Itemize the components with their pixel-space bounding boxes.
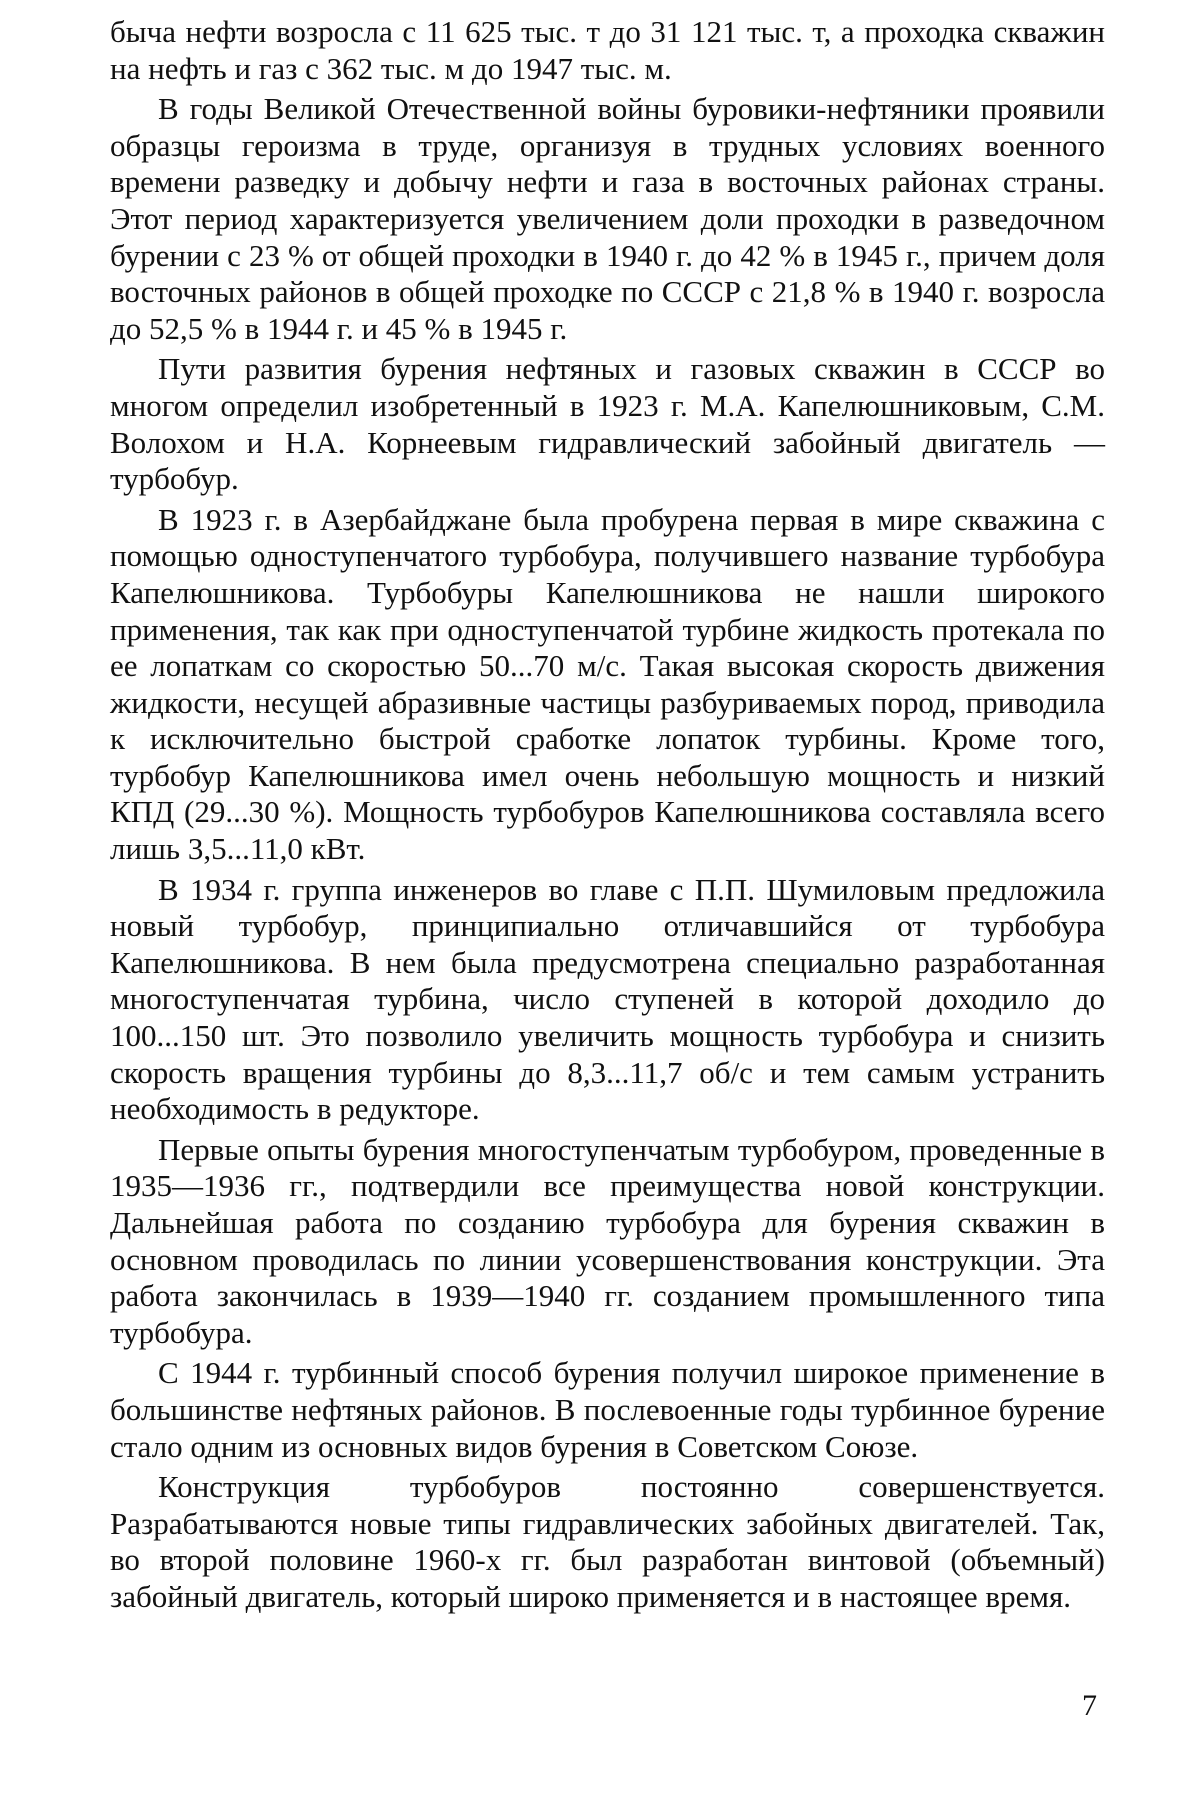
paragraph-6: Первые опыты бурения многоступенчатым турбобуром, проведенные в 1935—1936 гг., подтвердили все преимущества новой конструкции. Дальнейшая работа по созданию турбобура для бурения скважин в основном проводилась по линии усовершенствования конструкции. Эта работа закончилась в 1939—1940 гг. созданием промышленного типа турбобура.	[110, 1131, 1105, 1350]
paragraph-8: Конструкция турбобуров постоянно совершенствуется. Разрабатываются новые типы гидравлических забойных двигателей. Так, во второй половине 1960-х гг. был разработан винтовой (объемный) забойный двигатель, который широко применяется и в настоящее время.	[110, 1469, 1105, 1614]
paragraph-1: быча нефти возросла с 11 625 тыс. т до 31 121 тыс. т, а проходка скважин на нефть и газ с 362 тыс. м до 1947 тыс. м.	[110, 14, 1105, 86]
body-text	[110, 14, 1105, 1620]
paragraph-2: В годы Великой Отечественной войны буровики-нефтяники проявили образцы героизма в труде, организуя в трудных условиях военного времени разведку и добычу нефти и газа в восточных районах страны. Этот период характеризуется увеличением доли проходки в разведочном бурении с 23 % от общей проходки в 1940 г. до 42 % в 1945 г., причем доля восточных районов в общей проходке по СССР с 21,8 % в 1940 г. возросла до 52,5 % в 1944 г. и 45 % в 1945 г.	[110, 91, 1105, 346]
paragraph-7: С 1944 г. турбинный способ бурения получил широкое применение в большинстве нефтяных районов. В послевоенные годы турбинное бурение стало одним из основных видов бурения в Советском Союзе.	[110, 1355, 1105, 1464]
paragraph-5: В 1934 г. группа инженеров во главе с П.П. Шумиловым предложила новый турбобур, принципиально отличавшийся от турбобура Капелюшникова. В нем была предусмотрена специально разработанная многоступенчатая турбина, число ступеней в которой доходило до 100...150 шт. Это позволило увеличить мощность турбобура и снизить скорость вращения турбины до 8,3...11,7 об/с и тем самым устранить необходимость в редукторе.	[110, 871, 1105, 1127]
page-number: 7	[1082, 1689, 1097, 1722]
paragraph-3: Пути развития бурения нефтяных и газовых скважин в СССР во многом определил изобретенный в 1923 г. М.А. Капелюшниковым, С.М. Волохом и Н.А. Корнеевым гидравлический забойный двигатель — турбобур.	[110, 351, 1105, 497]
paragraph-4: В 1923 г. в Азербайджане была пробурена первая в мире скважина с помощью одноступенчатого турбобура, получившего название турбобура Капелюшникова. Турбобуры Капелюшникова не нашли широкого применения, так как при одноступенчатой турбине жидкость протекала по ее лопаткам со скоростью 50...70 м/с. Такая высокая скорость движения жидкости, несущей абразивные частицы разбуриваемых пород, приводила к исключительно быстрой сработке лопаток турбины. Кроме того, турбобур Капелюшникова имел очень небольшую мощность и низкий КПД (29...30 %). Мощность турбобуров Капелюшникова составляла всего лишь 3,5...11,0 кВт.	[110, 501, 1105, 867]
